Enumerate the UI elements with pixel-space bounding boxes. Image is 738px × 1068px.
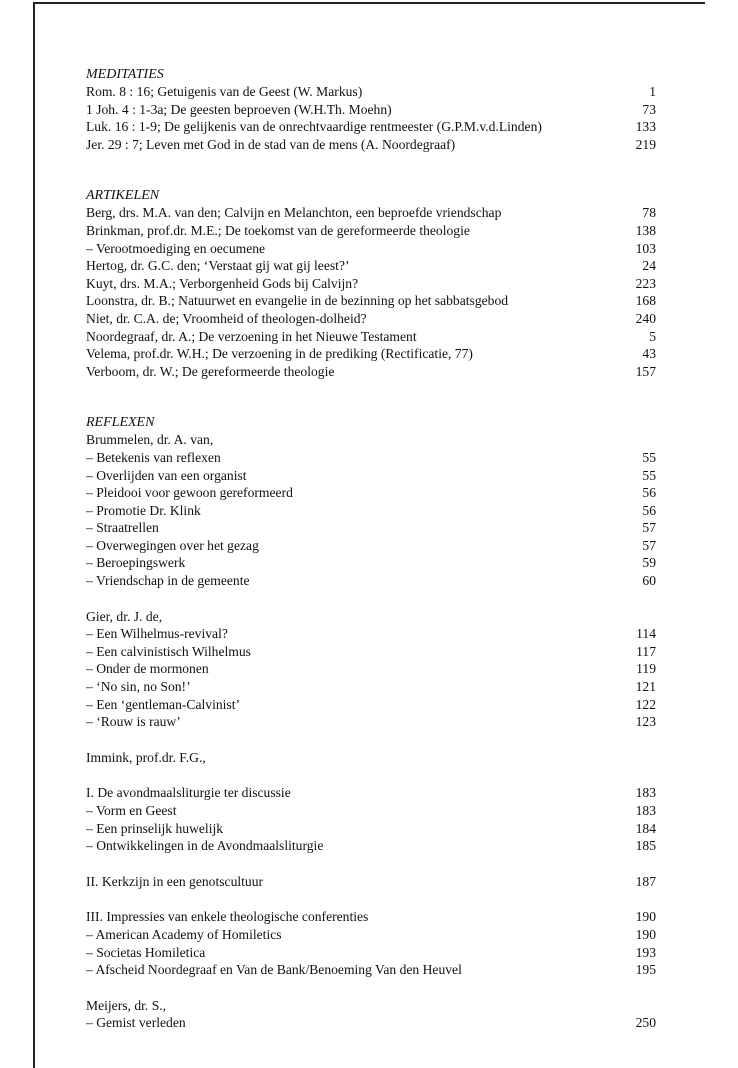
page-number: 187 xyxy=(635,873,656,889)
entry-text: – Een prinselijk huwelijk xyxy=(86,820,224,836)
page-number: 117 xyxy=(636,643,656,659)
page-number: 73 xyxy=(642,101,656,117)
entry-text: – ‘Rouw is rauw’ xyxy=(86,714,181,730)
entry-text: – ‘No sin, no Son!’ xyxy=(86,679,191,695)
entry-text: – Betekenis van reflexen xyxy=(86,449,221,465)
entry-text: Rom. 8 : 16; Getuigenis van de Geest (W. Markus) xyxy=(86,84,363,99)
entry-text: Kuyt, drs. M.A.; Verborgenheid Gods bij Calvijn? xyxy=(86,275,359,291)
section-title: MEDITATIES xyxy=(86,67,164,82)
page-number: 43 xyxy=(642,346,656,362)
entry-text: – Overlijden van een organist xyxy=(86,467,247,483)
index-row xyxy=(86,713,656,731)
page-number: 184 xyxy=(635,820,656,836)
index-row xyxy=(86,502,656,520)
page-number: 121 xyxy=(635,679,656,695)
page-number: 183 xyxy=(635,785,656,801)
section-meditaties xyxy=(86,66,656,153)
page-number: 55 xyxy=(642,449,656,465)
entry-text: – American Academy of Homiletics xyxy=(86,926,282,942)
page-number: 133 xyxy=(635,119,656,135)
author-name: Immink, prof.dr. F.G., xyxy=(86,749,206,765)
entry-text: Noordegraaf, dr. A.; De verzoening in het Nieuwe Testament xyxy=(86,328,417,344)
index-row xyxy=(86,873,656,891)
author-name: Meijers, dr. S., xyxy=(86,997,167,1013)
entry-text: I. De avondmaalsliturgie ter discussie xyxy=(86,785,291,801)
page-number: 59 xyxy=(642,555,656,571)
page-number: 195 xyxy=(635,962,656,978)
index-row xyxy=(86,643,656,661)
entry-text: – Vorm en Geest xyxy=(86,803,177,818)
index-row xyxy=(86,660,656,678)
page-number: 219 xyxy=(635,136,656,152)
index-row xyxy=(86,467,656,485)
entry-text: Brinkman, prof.dr. M.E.; De toekomst van de gereformeerde theologie xyxy=(86,222,470,238)
page-number: 56 xyxy=(642,485,656,501)
entry-text: – Onder de mormonen xyxy=(86,661,209,677)
entry-text: – Ontwikkelingen in de Avondmaalsliturgie xyxy=(86,838,324,854)
author-name: Brummelen, dr. A. van, xyxy=(86,432,214,448)
page-number: 114 xyxy=(636,626,656,642)
index-row xyxy=(86,625,656,643)
section-artikelen xyxy=(86,187,656,380)
page-number: 57 xyxy=(642,537,656,553)
index-row xyxy=(86,204,656,222)
author-group-meijers xyxy=(86,997,656,1032)
entry-text: III. Impressies van enkele theologische conferenties xyxy=(86,909,369,925)
index-row xyxy=(86,136,656,154)
index-row xyxy=(86,519,656,537)
index-row xyxy=(86,554,656,572)
entry-text: Loonstra, dr. B.; Natuurwet en evangelie in de bezinning op het sabbatsgebod xyxy=(86,293,509,309)
index-row xyxy=(86,678,656,696)
index-row xyxy=(86,310,656,328)
index-row xyxy=(86,222,656,240)
index-row xyxy=(86,926,656,944)
page-number: 250 xyxy=(635,1015,656,1031)
page-number: 193 xyxy=(635,944,656,960)
index-row xyxy=(86,101,656,119)
page-number: 190 xyxy=(635,926,656,942)
page-number: 55 xyxy=(642,467,656,483)
author-group-gier xyxy=(86,608,656,731)
author-heading xyxy=(86,431,656,449)
section-reflexen xyxy=(86,414,656,1032)
entry-text: Berg, drs. M.A. van den; Calvijn en Melanchton, een beproefde vriendschap xyxy=(86,205,502,221)
entry-text: II. Kerkzijn in een genotscultuur xyxy=(86,873,264,889)
scan-border-top xyxy=(33,2,705,4)
entry-text: – Vriendschap in de gemeente xyxy=(86,573,250,589)
index-row xyxy=(86,345,656,363)
entry-text: Verboom, dr. W.; De gereformeerde theologie xyxy=(86,363,335,379)
entry-text: Jer. 29 : 7; Leven met God in de stad van de mens (A. Noordegraaf) xyxy=(86,136,456,152)
page-number: 190 xyxy=(635,909,656,925)
entry-text: – Gemist verleden xyxy=(86,1015,186,1031)
page-number: 157 xyxy=(635,363,656,379)
index-row xyxy=(86,944,656,962)
entry-text: – Afscheid Noordegraaf en Van de Bank/Benoeming Van den Heuvel xyxy=(86,962,462,978)
index-row xyxy=(86,784,656,802)
page-number: 5 xyxy=(649,328,656,344)
entry-text: – Overwegingen over het gezag xyxy=(86,537,259,553)
index-row xyxy=(86,908,656,926)
page-number: 103 xyxy=(635,240,656,256)
index-row xyxy=(86,484,656,502)
entry-text: Hertog, dr. G.C. den; ‘Verstaat gij wat gij leest?’ xyxy=(86,258,350,274)
section-title: ARTIKELEN xyxy=(86,188,160,204)
index-row xyxy=(86,837,656,855)
index-row xyxy=(86,1014,656,1032)
entry-text: – Societas Homiletica xyxy=(86,944,206,960)
index-row xyxy=(86,961,656,979)
index-row xyxy=(86,240,656,258)
entry-text: – Een ‘gentleman-Calvinist’ xyxy=(86,696,241,712)
index-row xyxy=(86,275,656,293)
entry-text: – Verootmoediging en oecumene xyxy=(86,240,266,256)
page-number: 183 xyxy=(635,803,656,818)
author-heading xyxy=(86,749,656,767)
page-number: 123 xyxy=(635,714,656,730)
author-heading xyxy=(86,608,656,626)
section-title: REFLEXEN xyxy=(86,415,155,431)
entry-text: – Een calvinistisch Wilhelmus xyxy=(86,643,251,659)
entry-text: 1 Joh. 4 : 1-3a; De geesten beproeven (W.H.Th. Moehn) xyxy=(86,101,392,117)
page-number: 119 xyxy=(636,661,656,677)
index-row xyxy=(86,537,656,555)
scan-border-left xyxy=(33,2,35,1068)
page-number: 168 xyxy=(635,293,656,309)
entry-text: Niet, dr. C.A. de; Vroomheid of theologen-dolheid? xyxy=(86,310,367,326)
entry-text: Velema, prof.dr. W.H.; De verzoening in de prediking (Rectificatie, 77) xyxy=(86,346,473,362)
index-row xyxy=(86,449,656,467)
index-row xyxy=(86,802,656,820)
page-number: 60 xyxy=(642,573,656,589)
page-number: 223 xyxy=(635,275,656,291)
index-row xyxy=(86,820,656,838)
page-number: 1 xyxy=(649,84,656,99)
page-number: 138 xyxy=(635,222,656,238)
page-number: 240 xyxy=(635,310,656,326)
page-number: 122 xyxy=(635,696,656,712)
page-number: 24 xyxy=(642,258,656,274)
index-row xyxy=(86,118,656,136)
page-number: 56 xyxy=(642,502,656,518)
index-row xyxy=(86,328,656,346)
entry-text: – Pleidooi voor gewoon gereformeerd xyxy=(86,485,293,501)
page-number: 185 xyxy=(635,838,656,854)
author-group-brummelen xyxy=(86,431,656,589)
index-row xyxy=(86,83,656,101)
author-group-immink xyxy=(86,749,656,979)
entry-text: – Straatrellen xyxy=(86,520,159,536)
entry-text: – Beroepingswerk xyxy=(86,555,186,571)
index-row xyxy=(86,257,656,275)
index-row xyxy=(86,292,656,310)
author-name: Gier, dr. J. de, xyxy=(86,608,163,624)
entry-text: – Promotie Dr. Klink xyxy=(86,502,201,518)
author-heading xyxy=(86,997,656,1015)
page-number: 57 xyxy=(642,520,656,536)
page-number: 78 xyxy=(642,205,656,221)
entry-text: Luk. 16 : 1-9; De gelijkenis van de onrechtvaardige rentmeester (G.P.M.v.d.Linden) xyxy=(86,119,542,135)
entry-text: – Een Wilhelmus-revival? xyxy=(86,626,228,642)
index-row xyxy=(86,363,656,381)
index-row xyxy=(86,572,656,590)
index-row xyxy=(86,696,656,714)
index-page xyxy=(86,66,656,1032)
